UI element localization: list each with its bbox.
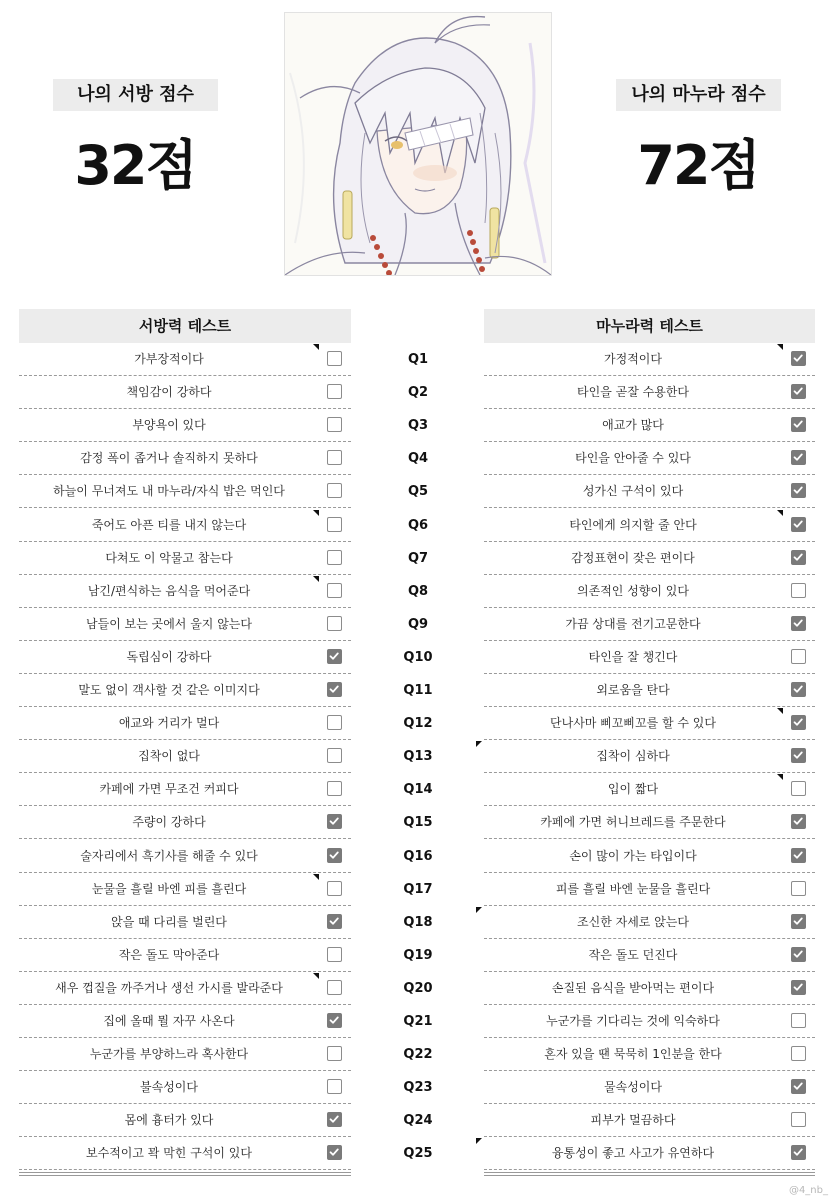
husband-checkbox[interactable] bbox=[327, 550, 342, 565]
wife-test-row bbox=[484, 509, 815, 542]
corner-mark bbox=[313, 576, 319, 582]
wife-test-row bbox=[484, 1038, 815, 1071]
corner-mark bbox=[476, 1138, 482, 1144]
wife-question-text: 감정표현이 잦은 편이다 bbox=[571, 551, 695, 565]
husband-checkbox[interactable] bbox=[327, 616, 342, 631]
husband-question-text: 새우 껍질을 까주거나 생선 가시를 발라준다 bbox=[55, 981, 283, 995]
wife-checkbox[interactable] bbox=[791, 848, 806, 863]
husband-question-text: 가부장적이다 bbox=[134, 352, 204, 366]
husband-test-row bbox=[19, 575, 351, 608]
husband-question-text: 하늘이 무너져도 내 마누라/자식 밥은 먹인다 bbox=[53, 484, 285, 498]
husband-checkbox[interactable] bbox=[327, 583, 342, 598]
wife-checkbox[interactable] bbox=[791, 1145, 806, 1160]
husband-checkbox[interactable] bbox=[327, 947, 342, 962]
question-number: Q10 bbox=[403, 650, 433, 665]
wife-test-row bbox=[484, 806, 815, 839]
wife-question-text: 외로움을 탄다 bbox=[596, 683, 670, 697]
husband-test-row bbox=[19, 608, 351, 641]
wife-question-text: 집착이 심하다 bbox=[596, 749, 670, 763]
husband-test-row bbox=[19, 1104, 351, 1137]
wife-question-text: 누군가를 기다리는 것에 익숙하다 bbox=[546, 1014, 720, 1028]
husband-question-text: 몸에 흉터가 있다 bbox=[124, 1113, 214, 1127]
husband-test-row bbox=[19, 806, 351, 839]
husband-checkbox[interactable] bbox=[327, 682, 342, 697]
corner-mark bbox=[313, 344, 319, 350]
husband-test-row bbox=[19, 641, 351, 674]
character-sketch bbox=[285, 13, 551, 275]
question-number: Q6 bbox=[407, 518, 429, 533]
question-number: Q24 bbox=[403, 1113, 433, 1128]
corner-mark bbox=[313, 973, 319, 979]
wife-question-text: 조신한 자세로 앉는다 bbox=[577, 915, 689, 929]
wife-test-row bbox=[484, 641, 815, 674]
husband-question-text: 술자리에서 흑기사를 해줄 수 있다 bbox=[80, 849, 258, 863]
right-score-label: 나의 마누라 점수 bbox=[616, 79, 781, 111]
husband-checkbox[interactable] bbox=[327, 1112, 342, 1127]
husband-question-text: 카페에 가면 무조건 커피다 bbox=[99, 782, 239, 796]
wife-question-text: 애교가 많다 bbox=[602, 418, 664, 432]
question-number: Q16 bbox=[403, 849, 433, 864]
corner-mark bbox=[476, 907, 482, 913]
wife-question-text: 타인에게 의지할 줄 안다 bbox=[569, 518, 697, 532]
husband-test-row bbox=[19, 1071, 351, 1104]
question-number: Q21 bbox=[403, 1014, 433, 1029]
wife-checkbox[interactable] bbox=[791, 814, 806, 829]
wife-checkbox[interactable] bbox=[791, 682, 806, 697]
corner-mark bbox=[777, 708, 783, 714]
question-number: Q2 bbox=[407, 385, 429, 400]
wife-test-row bbox=[484, 343, 815, 376]
wife-test-row bbox=[484, 608, 815, 641]
husband-checkbox[interactable] bbox=[327, 384, 342, 399]
husband-question-text: 부양욕이 있다 bbox=[132, 418, 206, 432]
husband-checkbox[interactable] bbox=[327, 814, 342, 829]
wife-test-header: 마누라력 테스트 bbox=[484, 309, 815, 343]
wife-test-row bbox=[484, 740, 815, 773]
wife-question-text: 입이 짧다 bbox=[607, 782, 659, 796]
husband-question-text: 독립심이 강하다 bbox=[126, 650, 212, 664]
husband-question-text: 애교와 거리가 멀다 bbox=[118, 716, 220, 730]
wife-test-row bbox=[484, 972, 815, 1005]
husband-test-row bbox=[19, 1005, 351, 1038]
left-score-value: 32점 bbox=[74, 134, 196, 197]
husband-checkbox[interactable] bbox=[327, 1079, 342, 1094]
wife-test-row bbox=[484, 542, 815, 575]
wife-question-text: 타인을 곧잘 수용한다 bbox=[577, 385, 689, 399]
question-number: Q15 bbox=[403, 815, 433, 830]
husband-test-row bbox=[19, 840, 351, 873]
husband-test-row bbox=[19, 873, 351, 906]
wife-checkbox[interactable] bbox=[791, 781, 806, 796]
wife-question-text: 의존적인 성향이 있다 bbox=[577, 584, 689, 598]
husband-question-text: 집에 올때 뭘 자꾸 사온다 bbox=[103, 1014, 235, 1028]
corner-mark bbox=[476, 741, 482, 747]
wife-checkbox[interactable] bbox=[791, 1112, 806, 1127]
husband-question-text: 책임감이 강하다 bbox=[126, 385, 212, 399]
wife-question-text: 융통성이 좋고 사고가 유연하다 bbox=[551, 1146, 715, 1160]
question-number: Q25 bbox=[403, 1146, 433, 1161]
husband-test-row bbox=[19, 972, 351, 1005]
husband-checkbox[interactable] bbox=[327, 715, 342, 730]
wife-checkbox[interactable] bbox=[791, 483, 806, 498]
husband-checkbox[interactable] bbox=[327, 517, 342, 532]
husband-question-text: 남긴/편식하는 음식을 먹어준다 bbox=[87, 584, 251, 598]
wife-checkbox[interactable] bbox=[791, 351, 806, 366]
question-number: Q9 bbox=[407, 617, 429, 632]
wife-checkbox[interactable] bbox=[791, 980, 806, 995]
wife-question-text: 손이 많이 가는 타입이다 bbox=[569, 849, 697, 863]
question-number: Q12 bbox=[403, 716, 433, 731]
wife-test-row bbox=[484, 707, 815, 740]
husband-test-row bbox=[19, 707, 351, 740]
wife-checkbox[interactable] bbox=[791, 384, 806, 399]
husband-question-text: 앉을 때 다리를 벌린다 bbox=[111, 915, 227, 929]
question-number: Q13 bbox=[403, 749, 433, 764]
wife-test-row bbox=[484, 939, 815, 972]
wife-test-row bbox=[484, 773, 815, 806]
wife-test-row bbox=[484, 475, 815, 508]
husband-test-row bbox=[19, 1137, 351, 1170]
left-score-label: 나의 서방 점수 bbox=[53, 79, 218, 111]
wife-test-row bbox=[484, 906, 815, 939]
husband-test-row bbox=[19, 509, 351, 542]
husband-question-text: 눈물을 흘릴 바엔 피를 흘린다 bbox=[91, 882, 247, 896]
question-number: Q5 bbox=[407, 484, 429, 499]
wife-checkbox[interactable] bbox=[791, 583, 806, 598]
question-number: Q19 bbox=[403, 948, 433, 963]
husband-question-text: 감정 폭이 좁거나 솔직하지 못하다 bbox=[80, 451, 258, 465]
wife-checkbox[interactable] bbox=[791, 450, 806, 465]
wife-test-row bbox=[484, 376, 815, 409]
husband-test-row bbox=[19, 674, 351, 707]
wife-question-text: 단나사마 삐꼬삐꼬를 할 수 있다 bbox=[550, 716, 716, 730]
husband-test-row bbox=[19, 906, 351, 939]
wife-question-text: 성가신 구석이 있다 bbox=[582, 484, 684, 498]
question-number: Q18 bbox=[403, 915, 433, 930]
wife-question-text: 혼자 있을 땐 묵묵히 1인분을 한다 bbox=[544, 1047, 722, 1061]
husband-question-text: 주량이 강하다 bbox=[132, 815, 206, 829]
husband-test-row bbox=[19, 409, 351, 442]
wife-checkbox[interactable] bbox=[791, 517, 806, 532]
wife-test-row bbox=[484, 1104, 815, 1137]
question-number: Q11 bbox=[403, 683, 433, 698]
question-number: Q14 bbox=[403, 782, 433, 797]
question-number: Q20 bbox=[403, 981, 433, 996]
author-credit: @4_nb_ bbox=[788, 1185, 828, 1196]
wife-checkbox[interactable] bbox=[791, 417, 806, 432]
wife-question-text: 피부가 멀끔하다 bbox=[590, 1113, 676, 1127]
husband-checkbox[interactable] bbox=[327, 649, 342, 664]
husband-test-row bbox=[19, 773, 351, 806]
wife-test-row bbox=[484, 873, 815, 906]
wife-question-text: 물속성이다 bbox=[604, 1080, 662, 1094]
husband-test-header: 서방력 테스트 bbox=[19, 309, 351, 343]
wife-test-row bbox=[484, 1071, 815, 1104]
wife-checkbox[interactable] bbox=[791, 1013, 806, 1028]
husband-checkbox[interactable] bbox=[327, 1046, 342, 1061]
question-number: Q22 bbox=[403, 1047, 433, 1062]
wife-question-text: 작은 돌도 던진다 bbox=[588, 948, 678, 962]
husband-checkbox[interactable] bbox=[327, 748, 342, 763]
wife-checkbox[interactable] bbox=[791, 1046, 806, 1061]
husband-question-text: 작은 돌도 막아준다 bbox=[118, 948, 220, 962]
husband-test-row bbox=[19, 343, 351, 376]
husband-test-row bbox=[19, 939, 351, 972]
husband-checkbox[interactable] bbox=[327, 483, 342, 498]
husband-checkbox[interactable] bbox=[327, 980, 342, 995]
wife-test-row bbox=[484, 442, 815, 475]
wife-question-text: 타인을 안아줄 수 있다 bbox=[575, 451, 691, 465]
wife-question-text: 카페에 가면 허니브레드를 주문한다 bbox=[540, 815, 726, 829]
question-number: Q1 bbox=[407, 352, 429, 367]
wife-checkbox[interactable] bbox=[791, 914, 806, 929]
husband-test-row bbox=[19, 1038, 351, 1071]
right-score-value: 72점 bbox=[637, 134, 759, 197]
husband-test-row bbox=[19, 740, 351, 773]
wife-test-row bbox=[484, 1005, 815, 1038]
husband-test-row bbox=[19, 542, 351, 575]
wife-test-row bbox=[484, 674, 815, 707]
husband-question-text: 집착이 없다 bbox=[138, 749, 200, 763]
husband-checkbox[interactable] bbox=[327, 881, 342, 896]
corner-mark bbox=[313, 510, 319, 516]
wife-test-row bbox=[484, 840, 815, 873]
husband-test-row bbox=[19, 442, 351, 475]
husband-checkbox[interactable] bbox=[327, 781, 342, 796]
husband-question-text: 다쳐도 이 악물고 참는다 bbox=[105, 551, 233, 565]
husband-checkbox[interactable] bbox=[327, 1145, 342, 1160]
wife-checkbox[interactable] bbox=[791, 616, 806, 631]
question-number: Q3 bbox=[407, 418, 429, 433]
wife-question-text: 가끔 상대를 전기고문한다 bbox=[565, 617, 701, 631]
corner-mark bbox=[777, 510, 783, 516]
husband-test-row bbox=[19, 475, 351, 508]
husband-question-text: 죽어도 아픈 티를 내지 않는다 bbox=[91, 518, 247, 532]
husband-checkbox[interactable] bbox=[327, 417, 342, 432]
wife-question-text: 피를 흘릴 바엔 눈물을 흘린다 bbox=[555, 882, 711, 896]
wife-question-text: 타인을 잘 챙긴다 bbox=[588, 650, 678, 664]
question-number: Q4 bbox=[407, 451, 429, 466]
question-number: Q23 bbox=[403, 1080, 433, 1095]
wife-checkbox[interactable] bbox=[791, 748, 806, 763]
husband-question-text: 보수적이고 꽉 막힌 구석이 있다 bbox=[86, 1146, 252, 1160]
wife-test-row bbox=[484, 409, 815, 442]
wife-question-text: 가정적이다 bbox=[604, 352, 662, 366]
question-number: Q8 bbox=[407, 584, 429, 599]
right-bottom-rule bbox=[484, 1172, 815, 1176]
wife-checkbox[interactable] bbox=[791, 881, 806, 896]
husband-checkbox[interactable] bbox=[327, 848, 342, 863]
wife-checkbox[interactable] bbox=[791, 715, 806, 730]
wife-checkbox[interactable] bbox=[791, 1079, 806, 1094]
husband-question-text: 말도 없이 객사할 것 같은 이미지다 bbox=[78, 683, 260, 697]
corner-mark bbox=[777, 774, 783, 780]
husband-question-text: 누군가를 부양하느라 혹사한다 bbox=[89, 1047, 249, 1061]
corner-mark bbox=[313, 874, 319, 880]
wife-checkbox[interactable] bbox=[791, 550, 806, 565]
question-number: Q7 bbox=[407, 551, 429, 566]
husband-checkbox[interactable] bbox=[327, 450, 342, 465]
wife-checkbox[interactable] bbox=[791, 649, 806, 664]
left-bottom-rule bbox=[19, 1172, 351, 1176]
corner-mark bbox=[777, 344, 783, 350]
husband-question-text: 남들이 보는 곳에서 울지 않는다 bbox=[86, 617, 252, 631]
wife-test-row bbox=[484, 1137, 815, 1170]
husband-checkbox[interactable] bbox=[327, 1013, 342, 1028]
wife-test-row bbox=[484, 575, 815, 608]
question-number: Q17 bbox=[403, 882, 433, 897]
wife-checkbox[interactable] bbox=[791, 947, 806, 962]
wife-question-text: 손질된 음식을 받아먹는 편이다 bbox=[551, 981, 715, 995]
husband-test-row bbox=[19, 376, 351, 409]
husband-question-text: 불속성이다 bbox=[140, 1080, 198, 1094]
husband-checkbox[interactable] bbox=[327, 914, 342, 929]
husband-checkbox[interactable] bbox=[327, 351, 342, 366]
character-portrait bbox=[284, 12, 552, 276]
